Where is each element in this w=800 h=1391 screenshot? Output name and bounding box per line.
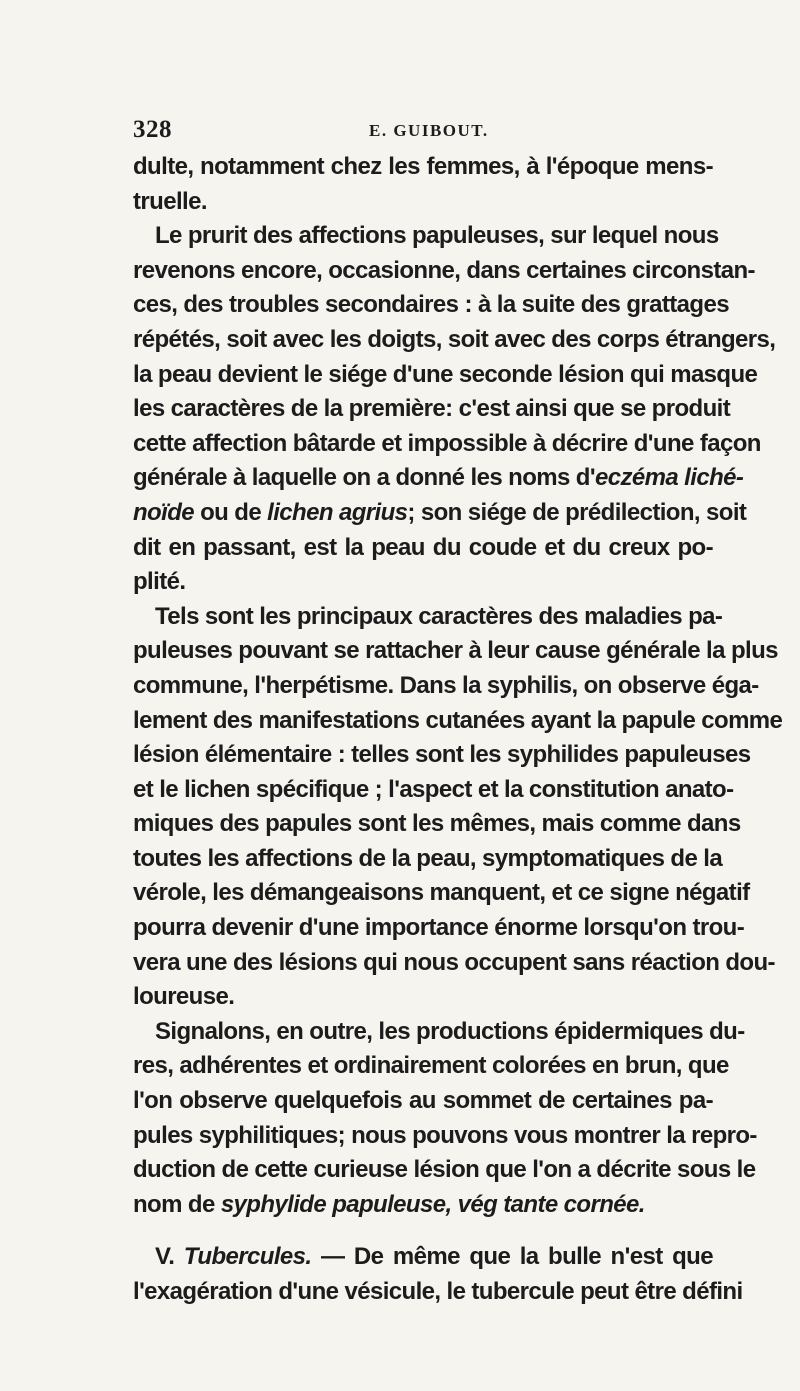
text-run: Le prurit des affections papuleuses, sur lequel nous [155,222,719,250]
text-line [133,1153,756,1188]
text-line [133,946,775,981]
text-line [133,288,729,323]
text-run: cette affection bâtarde et impossible à décrire d'une façon [133,429,761,457]
text-line [133,1015,745,1050]
text-run: répétés, soit avec les doigts, soit avec des corps étrangers, [133,325,776,353]
paragraph-gap [133,1222,713,1240]
running-head: E. GUIBOUT. [369,121,489,140]
text-line [133,911,745,946]
text-line [133,704,783,739]
text-run: vérole, les démangeaisons manquent, et ce signe négatif [133,879,750,907]
text-run: toutes les affections de la peau, symptomatiques de la [133,844,723,872]
text-line [133,219,719,254]
text-line [133,1275,743,1310]
text-run: V. [155,1243,184,1271]
italic-term: lichen agrius [267,498,408,526]
text-line [133,842,723,877]
text-run: l'exagération d'une vésicule, le tubercule peut être défini [133,1278,743,1305]
text-line [133,1049,729,1084]
text-run: miques des papules sont les mêmes, mais comme dans [133,810,741,838]
text-run: pourra devenir d'une importance énorme lorsqu'on trou- [133,914,745,942]
text-line [133,980,713,1015]
text-run: ou de [194,498,268,526]
text-run: revenons encore, occasionne, dans certaines circonstan- [133,256,755,284]
text-line [133,634,778,669]
text-run: ; son siége de prédilection, soit [407,498,747,526]
text-line [133,876,750,911]
text-run: générale à laquelle on a donné les noms d' [133,464,595,492]
text-line [133,323,776,358]
italic-term: Tubercules. [183,1243,312,1271]
italic-term: noïde [133,498,194,526]
text-line [133,1119,757,1154]
text-run: la peau devient le siége d'une seconde lésion qui masque [133,360,758,388]
body-text [133,150,783,1310]
text-run: loureuse. [133,983,235,1011]
text-run: — De même que la bulle n'est que [311,1243,713,1271]
text-line [133,392,731,427]
text-run: duction de cette curieuse lésion que l'on a décrite sous le [133,1156,756,1184]
text-run: lésion élémentaire : telles sont les syphilides papuleuses [133,741,751,769]
text-run: pules syphilitiques; nous pouvons vous montrer la repro- [133,1121,757,1149]
text-line [133,461,744,496]
text-line [133,600,723,635]
text-run: vera une des lésions qui nous occupent sans réaction dou- [133,948,775,976]
text-run: et le lichen spécifique ; l'aspect et la constitution anato- [133,775,734,803]
text-line [133,427,761,462]
text-line [133,254,755,289]
page-header [133,116,673,146]
italic-term: syphylide papuleuse, vég tante cornée. [220,1190,645,1218]
text-run: nom de [133,1190,221,1218]
text-run: les caractères de la première: c'est ainsi que se produit [133,395,731,423]
page-number: 328 [133,116,172,143]
text-line [133,738,751,773]
text-line [133,531,713,566]
text-run: ces, des troubles secondaires : à la suite des grattages [133,291,729,319]
text-line [133,1084,713,1119]
text-run: plité. [133,568,186,596]
text-line [133,807,741,842]
text-line [133,669,759,704]
italic-term: eczéma liché- [594,464,744,492]
text-line [133,1240,713,1275]
text-line [133,185,713,220]
text-run: commune, l'herpétisme. Dans la syphilis, on observe éga- [133,671,759,699]
text-run: dit en passant, est la peau du coude et du creux po- [133,533,713,561]
text-line [133,150,713,185]
text-run: res, adhérentes et ordinairement colorées en brun, que [133,1052,729,1080]
text-run: l'on observe quelquefois au sommet de certaines pa- [133,1087,713,1115]
text-run: lement des manifestations cutanées ayant la papule comme [133,706,783,734]
text-run: Signalons, en outre, les productions épidermiques du- [155,1017,745,1045]
text-line [133,773,734,808]
text-line [133,1188,713,1223]
text-line [133,565,713,600]
text-run: Tels sont les principaux caractères des maladies pa- [155,602,723,630]
text-line [133,358,758,393]
text-run: truelle. [133,187,207,215]
text-run: puleuses pouvant se rattacher à leur cause générale la plus [133,637,778,665]
text-run: dulte, notamment chez les femmes, à l'époque mens- [133,153,713,180]
text-line [133,496,747,531]
